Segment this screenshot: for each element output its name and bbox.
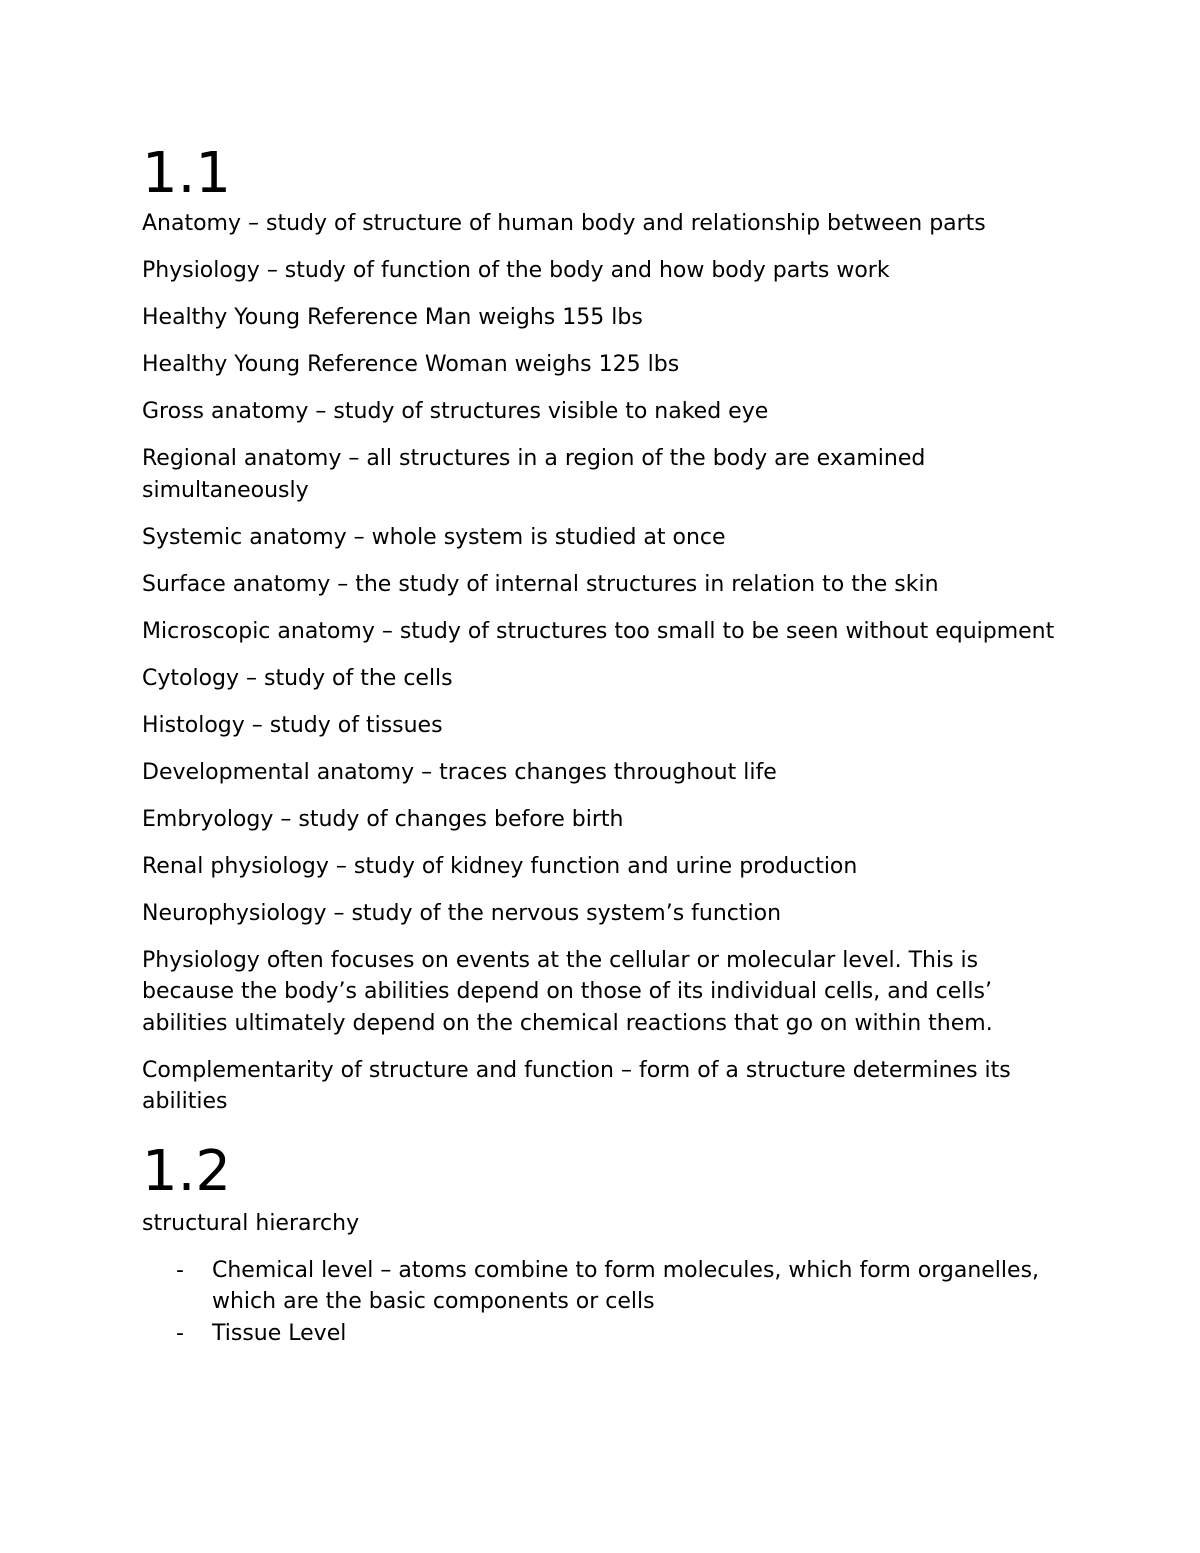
section-heading-1-1: 1.1 [142, 141, 232, 206]
paragraph-developmental-anatomy: Developmental anatomy – traces changes throughout life [142, 759, 777, 785]
bullet-dash: - [176, 1257, 184, 1283]
paragraph-gross-anatomy: Gross anatomy – study of structures visible to naked eye [142, 399, 769, 424]
list-item [142, 1255, 1062, 1318]
paragraph-reference-man: Healthy Young Reference Man weighs 155 lbs [142, 305, 643, 330]
list-item-text: Tissue Level [212, 1320, 347, 1346]
paragraph-complementarity: Complementarity of structure and function – form of a structure determines its abilities [142, 1057, 1011, 1114]
paragraph-renal-physiology: Renal physiology – study of kidney function and urine production [142, 853, 858, 879]
paragraph-anatomy: Anatomy – study of structure of human body and relationship between parts [142, 211, 986, 236]
paragraph-reference-woman: Healthy Young Reference Woman weighs 125 lbs [142, 352, 680, 377]
document-page [142, 138, 1062, 1349]
section-heading-1-2: 1.2 [142, 1138, 232, 1204]
list-item-text: Chemical level – atoms combine to form molecules, which form organelles, which are the basic components or cells [212, 1257, 1040, 1314]
list-item [142, 1318, 1062, 1350]
bullet-dash: - [176, 1320, 184, 1346]
paragraph-regional-anatomy: Regional anatomy – all structures in a region of the body are examined simultaneously [142, 446, 926, 503]
paragraph-microscopic-anatomy: Microscopic anatomy – study of structures too small to be seen without equipment [142, 618, 1055, 644]
paragraph-neurophysiology: Neurophysiology – study of the nervous system’s function [142, 900, 782, 926]
paragraph-physiology: Physiology – study of function of the body and how body parts work [142, 258, 890, 283]
subheading-structural-hierarchy: structural hierarchy [142, 1210, 360, 1236]
paragraph-embryology: Embryology – study of changes before birth [142, 806, 624, 832]
paragraph-cytology: Cytology – study of the cells [142, 665, 453, 691]
paragraph-surface-anatomy: Surface anatomy – the study of internal structures in relation to the skin [142, 571, 939, 597]
hierarchy-list [142, 1255, 1062, 1350]
paragraph-cellular-level: Physiology often focuses on events at the cellular or molecular level. This is because the body’s abilities depend on those of its individual cells, and cells’ abilities ultimately depend on the chemical reactions that go on within them. [142, 947, 993, 1036]
paragraph-systemic-anatomy: Systemic anatomy – whole system is studied at once [142, 524, 726, 550]
paragraph-histology: Histology – study of tissues [142, 712, 443, 738]
